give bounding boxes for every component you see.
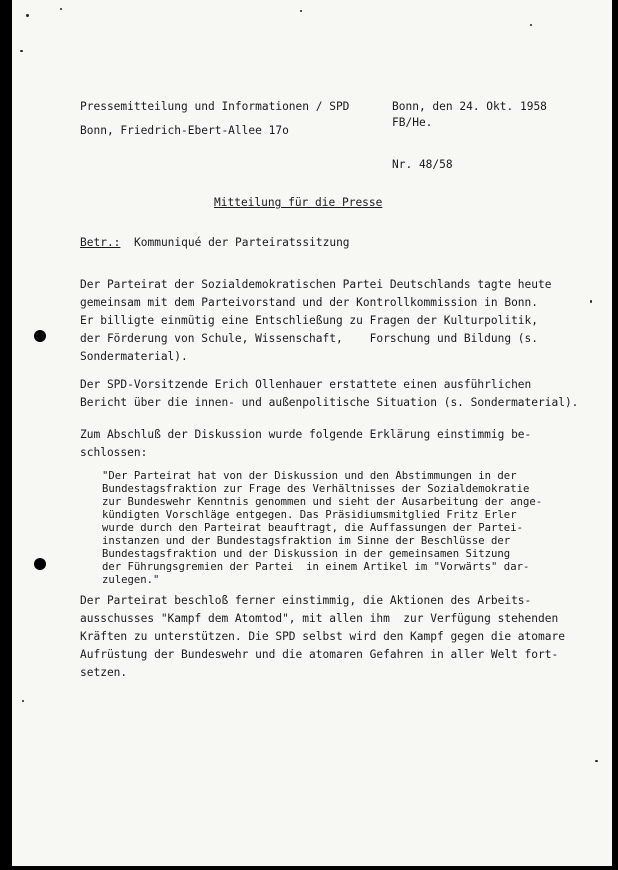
p1-line-3: Er billigte einmütig eine Entschließung zu Fragen der Kulturpolitik, — [80, 314, 539, 327]
p4-line-2: ausschusses "Kampf dem Atomtod", mit allen ihm zur Verfügung stehenden — [80, 612, 559, 625]
scan-speck — [22, 700, 24, 702]
punch-hole-bottom — [34, 558, 46, 570]
scan-speck — [20, 50, 23, 52]
p3-line-2: schlossen: — [80, 446, 148, 459]
scan-speck — [595, 760, 598, 762]
p1-line-2: gemeinsam mit dem Parteivorstand und der Kontrollkommission in Bonn. — [80, 296, 539, 309]
org-line: Pressemitteilung und Informationen / SPD — [80, 100, 350, 113]
quote-line-9: zulegen." — [102, 574, 160, 586]
quote-line-3: zur Bundeswehr Kenntnis genommen und sieht der Ausarbeitung der ange- — [102, 496, 543, 508]
p1-line-5: Sondermaterial). — [80, 350, 188, 363]
p1-line-4: der Förderung von Schule, Wissenschaft, Forschung und Bildung (s. — [80, 332, 539, 345]
quote-line-8: der Führungsgremien der Partei in einem Artikel im "Vorwärts" dar- — [102, 561, 530, 573]
date-line: Bonn, den 24. Okt. 1958 — [392, 100, 547, 113]
ref-line: FB/He. — [392, 116, 433, 129]
p1-line-1: Der Parteirat der Sozialdemokratischen Partei Deutschlands tagte heute — [80, 278, 552, 291]
quote-line-6: instanzen und der Bundestagsfraktion im Sinne der Beschlüsse der — [102, 535, 511, 547]
scan-speck — [60, 8, 62, 10]
p4-line-5: setzen. — [80, 666, 128, 679]
address-line: Bonn, Friedrich-Ebert-Allee 17o — [80, 124, 289, 137]
scan-speck — [530, 24, 532, 26]
number-line: Nr. 48/58 — [392, 158, 453, 171]
punch-hole-top — [34, 330, 46, 342]
p4-line-1: Der Parteirat beschloß ferner einstimmig, die Aktionen des Arbeits- — [80, 594, 532, 607]
subject-label: Betr.: — [80, 236, 121, 249]
scan-border-left — [0, 0, 12, 870]
scan-border-right — [612, 0, 618, 870]
p2-line-2: Bericht über die innen- und außenpolitische Situation (s. Sondermaterial). — [80, 396, 579, 409]
quote-line-4: kündigten Vorschläge entgegen. Das Präsidiumsmitglied Fritz Erler — [102, 509, 517, 521]
quote-line-5: wurde durch den Parteirat beauftragt, die Auffassungen der Partei- — [102, 522, 523, 534]
p3-line-1: Zum Abschluß der Diskussion wurde folgende Erklärung einstimmig be- — [80, 428, 532, 441]
quote-line-7: Bundestagsfraktion und der Diskussion in der gemeinsamen Sitzung — [102, 548, 511, 560]
p4-line-3: Kräften zu unterstützen. Die SPD selbst wird den Kampf gegen die atomare — [80, 630, 565, 643]
quote-line-1: "Der Parteirat hat von der Diskussion und den Abstimmungen in der — [102, 470, 517, 482]
document-title: Mitteilung für die Presse — [214, 196, 383, 209]
scan-border-bottom — [0, 866, 618, 870]
scan-speck — [26, 14, 29, 17]
p2-line-1: Der SPD-Vorsitzende Erich Ollenhauer erstattete einen ausführlichen — [80, 378, 532, 391]
scan-speck — [300, 10, 302, 12]
subject-text: Kommuniqué der Parteiratssitzung — [134, 236, 350, 249]
p4-line-4: Aufrüstung der Bundeswehr und die atomaren Gefahren in aller Welt fort- — [80, 648, 559, 661]
quote-line-2: Bundestagsfraktion zur Frage des Verhältnisses der Sozialdemokratie — [102, 483, 530, 495]
scan-speck — [590, 300, 592, 303]
